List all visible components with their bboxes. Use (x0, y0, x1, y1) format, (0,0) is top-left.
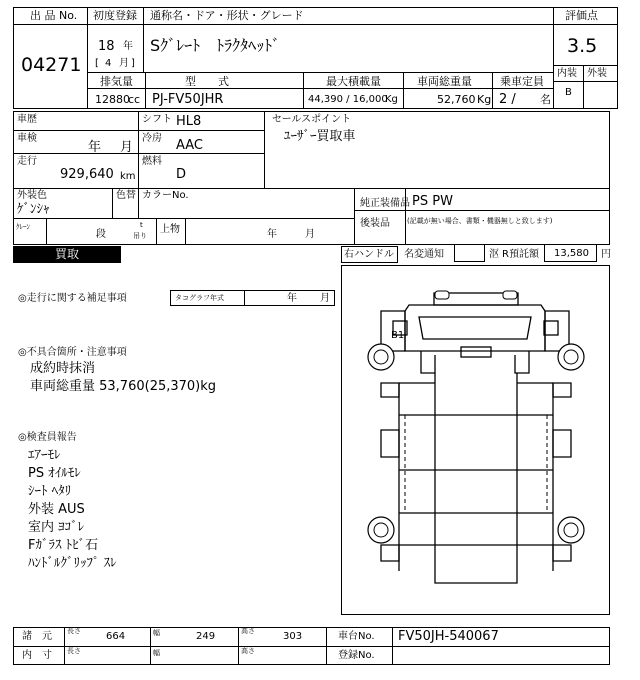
name-change-box (454, 244, 485, 262)
model-name-label: 通称名・ドア・形状・グレード (150, 9, 304, 22)
specs-label: 諸 元 (22, 631, 52, 642)
inspector-item: ｴｱｰﾓﾚ (28, 448, 61, 463)
color-no-label: カラーNo. (142, 190, 189, 201)
registration-label: 登録No. (338, 650, 375, 661)
inspector-item: ｼｰﾄ ﾍﾀﾘ (28, 484, 72, 499)
capacity-label: 乗車定員 (500, 75, 544, 88)
tachograph-year-unit: 年 (287, 293, 297, 304)
grade-label: 評価点 (565, 9, 598, 22)
ext-color-value: ｹﾞﾝｼｬ (17, 202, 50, 217)
damage-mark-label: B1 (391, 330, 405, 341)
gross-weight-label: 車両総重量 (417, 75, 472, 88)
overall-grade: 3.5 (567, 35, 598, 57)
history-label: 車歴 (17, 114, 37, 125)
interior-grade-label: 内装 (557, 68, 577, 79)
color-change-label: 色替 (116, 190, 136, 201)
inspector-title: ◎検査員報告 (18, 432, 77, 443)
capacity-unit: 名 (540, 93, 551, 106)
inspection-month-unit: 月 (120, 140, 134, 155)
height-value: 303 (283, 631, 303, 642)
width-label: 幅 (153, 629, 160, 637)
shift-value: HL8 (176, 114, 202, 129)
inspector-item: Fｶﾞﾗｽ ﾄﾋﾞ石 (28, 538, 99, 553)
length-value: 664 (106, 631, 126, 642)
inspection-label: 車検 (17, 133, 37, 144)
inspector-item: PS ｵｲﾙﾓﾚ (28, 466, 81, 481)
first-reg-month-bracket-close: ] (131, 58, 135, 69)
displacement-label: 排気量 (100, 75, 133, 88)
ext-color-label: 外装色 (17, 190, 47, 201)
height-label: 高さ (241, 647, 255, 655)
first-reg-month-bracket: [ (95, 58, 99, 69)
capacity: 2 / (499, 92, 516, 107)
displacement: 12880 (95, 93, 130, 106)
aftermarket-label: 後装品 (360, 218, 390, 229)
fuel-label: 燃料 (142, 156, 162, 167)
max-load-unit: Kg (385, 94, 398, 105)
ac-label: 冷房 (142, 133, 162, 144)
truck-outline-diagram (341, 265, 610, 615)
interior-dims-label: 内 寸 (22, 650, 52, 661)
first-reg-year-unit: 年 (123, 41, 133, 52)
mileage-value: 929,640 (60, 167, 114, 182)
width-value: 249 (196, 631, 216, 642)
upper-month-unit: 月 (305, 229, 315, 240)
mileage-note-title: ◎走行に関する補足事項 (18, 293, 127, 304)
chassis-label: 車台No. (338, 631, 375, 642)
model-code: PJ-FV50JHR (152, 92, 224, 107)
model-name: Sｸﾞﾚｰﾄ ﾄﾗｸﾀﾍｯﾄﾞ (150, 36, 281, 55)
first-reg-month: 4 (105, 58, 112, 69)
crane-stage-unit: 段 (96, 229, 106, 240)
sales-point-text: ﾕｰｻﾞｰ買取車 (284, 129, 356, 144)
inspector-item: 外装 AUS (28, 502, 85, 517)
inspector-item: ﾊﾝﾄﾞﾙｸﾞﾘｯﾌﾟ ｽﾚ (28, 556, 117, 571)
upper-label: 上物 (160, 224, 180, 235)
lot-number: 04271 (21, 54, 82, 76)
sales-point-label: セールスポイント (272, 114, 352, 125)
recycle-label: R預託額 (502, 249, 539, 260)
model-code-label: 型 式 (185, 75, 229, 88)
height-label: 高さ (241, 627, 255, 635)
inspection-year-unit: 年 (88, 140, 102, 155)
name-change-label: 名変通知 (404, 249, 444, 260)
tachograph-month-unit: 月 (320, 293, 330, 304)
width-label: 幅 (153, 649, 160, 657)
crane-lift-unit: 吊り (133, 232, 147, 240)
gross-weight-unit: Kg (477, 93, 492, 106)
genuine-equipment-label: 純正装備品 (360, 198, 410, 209)
purchase-badge: 買取 (13, 246, 121, 263)
lot-no-label: 出 品 No. (30, 9, 78, 22)
max-load: 44,390 / 16,000 (308, 94, 388, 105)
recycle-unit: 円 (601, 249, 611, 260)
exterior-grade-label: 外装 (587, 68, 607, 79)
crane-label: ｸﾚｰﾝ (16, 223, 30, 231)
fuel-value: D (176, 167, 187, 182)
chassis-no: FV50JH-540067 (398, 629, 499, 644)
inspector-item: 室内 ﾖｺﾞﾚ (28, 520, 85, 535)
mileage-label: 走行 (17, 156, 37, 167)
length-label: 長さ (67, 627, 81, 635)
gross-weight: 52,760 (437, 93, 476, 106)
mileage-unit: km (120, 171, 136, 182)
max-load-label: 最大積載量 (326, 75, 381, 88)
defect-item: 車両総重量 53,760(25,370)kg (30, 379, 217, 394)
recycle-value: 13,580 (554, 248, 589, 259)
first-reg-month-unit: 月 (119, 58, 129, 69)
upper-year-unit: 年 (267, 229, 277, 240)
interior-grade: B (565, 87, 572, 98)
displacement-unit: cc (128, 93, 141, 106)
tax-label: 沤 (489, 249, 499, 260)
shift-label: シフト (142, 114, 172, 125)
steering-label: 右ハンドル (344, 249, 394, 260)
first-reg-year: 18 (98, 39, 115, 54)
defects-title: ◎不具合箇所・注意事項 (18, 347, 127, 358)
length-label: 長さ (67, 647, 81, 655)
tachograph-label: タコグラフ年式 (175, 294, 224, 302)
crane-t-unit: t (140, 221, 143, 229)
first-reg-label: 初度登録 (93, 9, 137, 22)
defect-item: 成約時抹消 (30, 361, 96, 376)
genuine-equipment-value: PS PW (412, 194, 453, 209)
aftermarket-note: (記載が無い場合、書類・機器無しと致します) (407, 217, 553, 225)
ac-value: AAC (176, 138, 203, 153)
